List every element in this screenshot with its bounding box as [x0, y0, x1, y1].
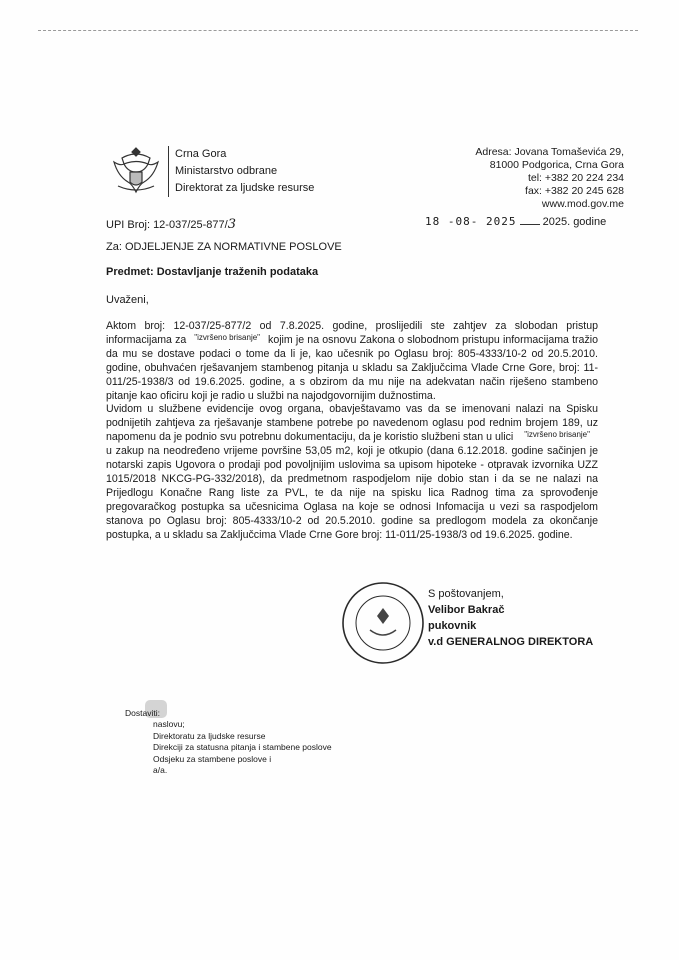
reference-number-text: UPI Broj: 12-037/25-877/ — [106, 219, 228, 231]
coat-of-arms-icon — [108, 142, 164, 198]
paragraph-2-end: u zakup na neodređeno vrijeme površine 53,05 m2, koji je otkupio (dana 6.12.2018. godine sačinjen je notarski zapis Ugovora o prodaji pod povoljnijim uslovima sa upisom hipoteke - otpravak izvornika UZZ 1015/2018 NKCG-PG-332/2018), da predmetnom raspodjelom nije dobio stan i da se ne nalazi na Prijedlogu Konačne Rang liste za PVL, te da nije na spisku lica Radnog tima za sprovođenje pregovaračkog postupka sa učesnicima Oglasa na koje se odnosi Infomacija u vezi sa raspodjelom stanova po Oglasu broj: 805-4333/10-2 od 20.5.2010. godine sa predlogom modela za okončanje postupka, a u skladu sa Zaključcima Vlade Crne Gore broj: 11-011/25-1938/3 od 19.6.2025. godine. — [106, 445, 598, 541]
contact-web: www.mod.gov.me — [541, 198, 624, 210]
contact-city: 81000 Podgorica, Crna Gora — [489, 159, 624, 171]
issuer-country: Crna Gora — [175, 148, 227, 160]
distribution-item: Direktoratu za ljudske resurse — [153, 730, 266, 741]
contact-tel: tel: +382 20 224 234 — [527, 172, 624, 184]
redaction-note-2: "izvršeno brisanje" — [524, 430, 590, 440]
issuer-ministry: Ministarstvo odbrane — [175, 165, 278, 177]
salutation: Uvaženi, — [106, 294, 149, 306]
distribution-item: Odsjeku za stambene poslove i — [153, 753, 272, 764]
paragraph-1 — [106, 320, 598, 403]
subject-line: Predmet: Dostavljanje traženih podataka — [106, 266, 319, 278]
paragraph-1-start: Aktom broj: 12-037/25-877/2 od 7.8.2025. godine, proslijedili ste zahtjev za slobodan pristup informacijama za — [106, 320, 598, 346]
redaction-note-1: "izvršeno brisanje" — [194, 332, 261, 342]
date-stamp: 18 -08- 2025 — [425, 215, 517, 228]
paragraph-2 — [106, 403, 598, 542]
letter-body — [106, 320, 598, 543]
issuer-directorate: Direktorat za ljudske resurse — [175, 182, 315, 194]
document-date — [425, 215, 635, 228]
signature-block — [428, 586, 593, 650]
date-suffix: 2025. godine — [542, 216, 607, 228]
distribution-item: a/a. — [153, 765, 168, 776]
paragraph-1-end: kojim je na osnovu Zakona o slobodnom pristupu informacijama tražio da mu se dostave podaci o tome da li je, kao učesnik po Oglasu broj: 805-4333/10-2 od 20.5.2010. godine, obuhvaćen rješavanjem stambenog pitanja u skladu sa Zaključcima Vlade Crne Gore, broj: 11-011/25-1938/3 od 19.6.2025. godine, a s obzirom da mu nije na adekvatan način riješeno stambeno pitanje kao oficiru koji je radio u službi na najodgovornijim dužnostima. — [106, 333, 598, 402]
distribution-list — [125, 708, 332, 776]
distribution-item: naslovu; — [153, 719, 185, 730]
issuer-block — [168, 146, 314, 197]
distribution-label: Dostaviti: — [125, 708, 160, 718]
contact-fax: fax: +382 20 245 628 — [525, 185, 624, 197]
signatory-rank: pukovnik — [428, 620, 477, 632]
distribution-item: Direkciji za statusna pitanja i stambene poslove — [153, 742, 332, 753]
reference-number — [106, 217, 236, 232]
page-top-rule — [38, 30, 638, 31]
signature-closing: S poštovanjem, — [428, 588, 504, 600]
paragraph-2-start: Uvidom u službene evidencije ovog organa, obavještavamo vas da se imenovani nalazi na Spisku podnijetih zahtjeva za rješavanje stambene potrebe po navedenom oglasu pod rednim brojem 189, uz napomenu da je podnio svu potrebnu dokumentaciju, da je koristio službeni stan u ulici — [106, 403, 598, 444]
recipient-line: Za: ODJELJENJE ZA NORMATIVNE POSLOVE — [106, 241, 342, 253]
contact-block — [475, 146, 624, 211]
reference-number-handwritten: 3 — [227, 217, 236, 232]
signatory-name: Velibor Bakrač — [428, 604, 505, 616]
contact-address: Adresa: Jovana Tomaševića 29, — [475, 146, 624, 158]
official-stamp-icon — [340, 580, 426, 666]
signatory-title: v.d GENERALNOG DIREKTORA — [428, 636, 594, 648]
